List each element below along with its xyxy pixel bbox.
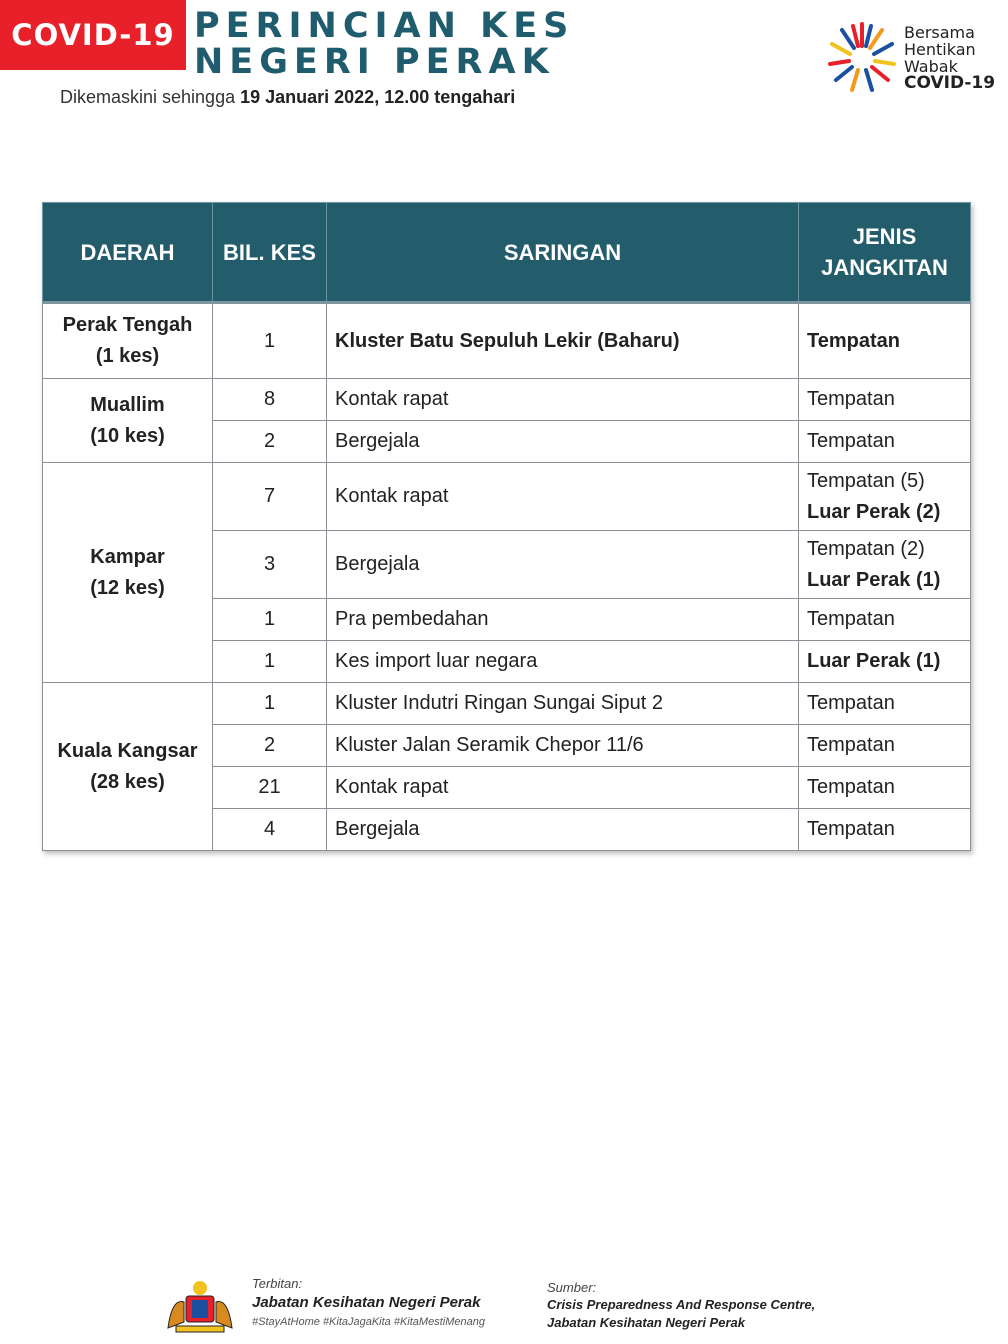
saringan-cell: Kontak rapat — [327, 463, 799, 531]
saringan-cell: Kontak rapat — [327, 379, 799, 421]
header-jenis-line-2: JANGKITAN — [821, 255, 948, 280]
saringan-cell: Kontak rapat — [327, 767, 799, 809]
bil-cell: 1 — [213, 683, 327, 725]
sumber-label: Sumber: — [547, 1280, 597, 1295]
daerah-name: Kuala Kangsar — [57, 739, 198, 762]
bil-cell: 7 — [213, 463, 327, 531]
logo-line: COVID-19 — [904, 73, 996, 93]
bil-cell: 2 — [213, 725, 327, 767]
saringan-cell: Kes import luar negara — [327, 641, 799, 683]
saringan-cell: Bergejala — [327, 531, 799, 599]
bil-cell: 4 — [213, 809, 327, 851]
table-header-row — [43, 203, 971, 303]
daerah-cell — [43, 463, 213, 683]
saringan-cell: Kluster Indutri Ringan Sungai Siput 2 — [327, 683, 799, 725]
jenis-line-bold: Luar Perak (1) — [807, 568, 941, 591]
burst-icon — [826, 16, 900, 100]
daerah-cell — [43, 683, 213, 851]
title-line-2: NEGERI PERAK — [194, 42, 555, 82]
daerah-name: Muallim — [90, 393, 165, 416]
page-title — [194, 8, 574, 80]
table-row — [43, 303, 971, 379]
jenis-line-bold: Luar Perak (2) — [807, 500, 941, 523]
daerah-total: (10 kes) — [90, 424, 165, 447]
bil-cell: 1 — [213, 599, 327, 641]
header-bil-kes: BIL. KES — [213, 203, 327, 303]
header-jenis-line-1: JENIS — [852, 224, 917, 249]
jenis-cell: Tempatan — [799, 683, 971, 725]
sumber-line-1: Crisis Preparedness And Response Centre, — [547, 1297, 816, 1312]
jenis-cell — [799, 463, 971, 531]
terbitan-label: Terbitan: — [252, 1276, 303, 1291]
covid19-badge: COVID-19 — [0, 0, 186, 70]
daerah-total: (1 kes) — [95, 345, 160, 367]
hashtags: #StayAtHome #KitaJagaKita #KitaMestiMenang — [252, 1316, 485, 1328]
updated-note — [60, 87, 515, 108]
header-daerah: DAERAH — [43, 203, 213, 303]
daerah-cell — [43, 379, 213, 463]
daerah-total: (28 kes) — [90, 770, 165, 793]
bersama-hentikan-logo — [826, 16, 996, 100]
footer-publisher — [252, 1276, 485, 1328]
daerah-cell — [43, 303, 213, 379]
bil-cell: 8 — [213, 379, 327, 421]
bil-cell: 1 — [213, 303, 327, 379]
saringan-cell: Kluster Batu Sepuluh Lekir (Baharu) — [327, 303, 799, 379]
jenis-cell — [799, 531, 971, 599]
perak-emblem-icon — [162, 1278, 238, 1336]
jenis-cell: Tempatan — [799, 725, 971, 767]
daerah-total: (12 kes) — [90, 576, 165, 599]
jenis-cell: Tempatan — [799, 303, 971, 379]
bil-cell: 1 — [213, 641, 327, 683]
jenis-cell: Tempatan — [799, 379, 971, 421]
header-saringan: SARINGAN — [327, 203, 799, 303]
daerah-name: Kampar — [90, 545, 165, 568]
jenis-line: Tempatan (2) — [807, 537, 925, 560]
table-row — [43, 463, 971, 531]
case-table — [42, 202, 971, 851]
jenis-cell: Tempatan — [799, 421, 971, 463]
bil-cell: 21 — [213, 767, 327, 809]
saringan-cell: Bergejala — [327, 421, 799, 463]
jenis-cell: Tempatan — [799, 809, 971, 851]
daerah-name: Perak Tengah — [62, 314, 193, 336]
terbitan-org: Jabatan Kesihatan Negeri Perak — [252, 1294, 481, 1311]
table-row — [43, 683, 971, 725]
table-row — [43, 379, 971, 421]
logo-text — [904, 24, 995, 92]
jenis-cell: Tempatan — [799, 767, 971, 809]
logo-line: Hentikan — [904, 40, 976, 59]
jenis-cell: Luar Perak (1) — [799, 641, 971, 683]
title-line-1: PERINCIAN KES — [194, 6, 575, 46]
saringan-cell: Pra pembedahan — [327, 599, 799, 641]
sumber-line-2: Jabatan Kesihatan Negeri Perak — [547, 1315, 745, 1330]
footer-source — [547, 1280, 815, 1331]
updated-prefix: Dikemaskini sehingga — [60, 87, 241, 107]
jenis-cell: Tempatan — [799, 599, 971, 641]
bil-cell: 2 — [213, 421, 327, 463]
header-jenis-jangkitan — [799, 203, 971, 303]
logo-line: Wabak — [904, 57, 958, 76]
logo-line: Bersama — [904, 23, 975, 42]
saringan-cell: Kluster Jalan Seramik Chepor 11/6 — [327, 725, 799, 767]
saringan-cell: Bergejala — [327, 809, 799, 851]
updated-date: 19 Januari 2022, 12.00 tengahari — [240, 87, 516, 107]
bil-cell: 3 — [213, 531, 327, 599]
jenis-line: Tempatan (5) — [807, 469, 925, 492]
